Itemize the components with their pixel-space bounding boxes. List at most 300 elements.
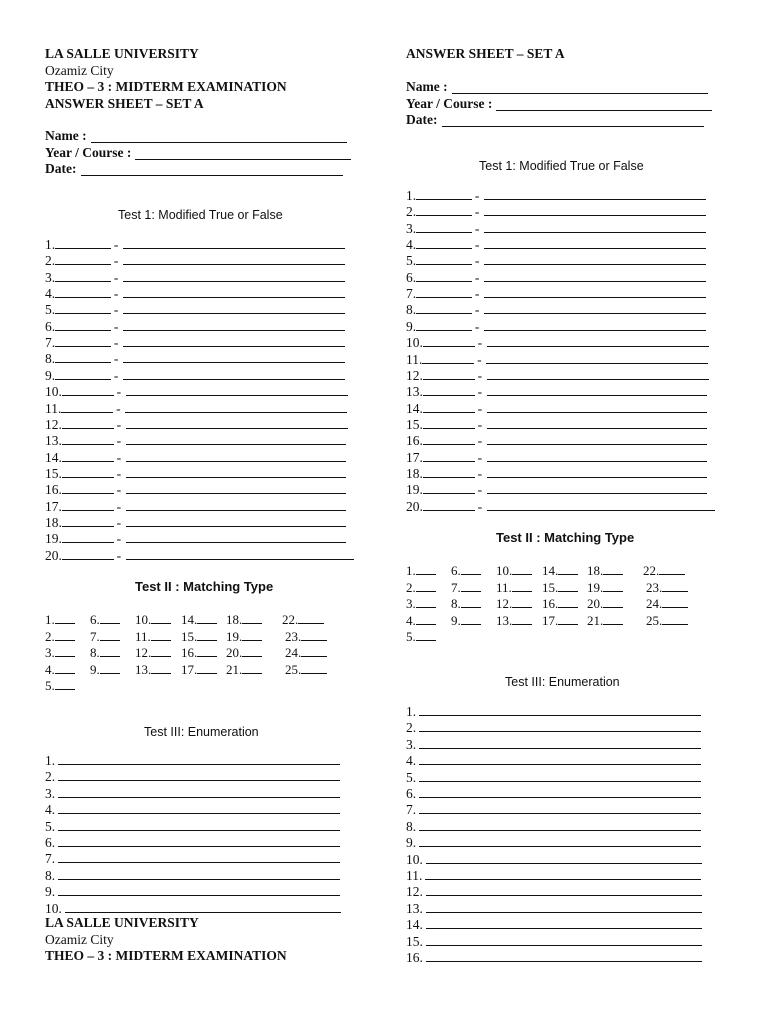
- test1-row: [45, 449, 346, 465]
- matching-blank[interactable]: [461, 563, 481, 575]
- item-number: 14.: [406, 917, 423, 933]
- answer-blank[interactable]: [62, 515, 114, 527]
- separator-dash: -: [113, 302, 119, 318]
- correction-blank[interactable]: [126, 499, 346, 511]
- enumeration-row: [406, 785, 701, 801]
- separator-dash: -: [113, 269, 119, 285]
- enumeration-row: [406, 719, 701, 735]
- separator-dash: -: [477, 335, 483, 351]
- matching-blank[interactable]: [558, 596, 578, 608]
- item-number: 5.: [45, 678, 55, 693]
- matching-item: [135, 662, 171, 678]
- matching-blank[interactable]: [55, 629, 75, 641]
- answer-blank[interactable]: [62, 499, 114, 511]
- matching-blank[interactable]: [55, 645, 75, 657]
- matching-blank[interactable]: [416, 580, 436, 592]
- item-number: 18.: [226, 612, 243, 627]
- item-number: 15.: [406, 933, 423, 949]
- test1-row: [406, 465, 707, 481]
- enumeration-blank[interactable]: [419, 770, 701, 782]
- enumeration-row: [406, 916, 702, 932]
- item-number: 4.: [406, 612, 416, 628]
- answer-blank[interactable]: [62, 450, 114, 462]
- separator-dash: -: [113, 318, 119, 334]
- matching-blank[interactable]: [242, 645, 262, 657]
- answer-blank[interactable]: [55, 368, 111, 380]
- item-number: 3.: [45, 269, 56, 285]
- enumeration-blank[interactable]: [419, 753, 701, 765]
- correction-blank[interactable]: [487, 401, 707, 413]
- correction-blank[interactable]: [487, 417, 707, 429]
- item-number: 1.: [45, 612, 55, 627]
- correction-blank[interactable]: [487, 482, 707, 494]
- sheet-title: ANSWER SHEET – SET A: [406, 46, 565, 61]
- matching-item: [135, 612, 171, 628]
- test1-title: Test 1: Modified True or False: [479, 159, 644, 173]
- matching-blank[interactable]: [197, 662, 217, 674]
- correction-blank[interactable]: [487, 433, 707, 445]
- separator-dash: -: [477, 465, 483, 481]
- answer-blank[interactable]: [423, 433, 475, 445]
- matching-item: [542, 563, 578, 579]
- item-number: 23.: [646, 579, 663, 595]
- item-number: 14.: [542, 563, 559, 578]
- enumeration-blank[interactable]: [419, 802, 701, 814]
- matching-item: [646, 613, 688, 629]
- correction-blank[interactable]: [123, 302, 345, 314]
- date-field[interactable]: [81, 175, 343, 176]
- separator-dash: -: [116, 531, 122, 547]
- matching-blank[interactable]: [558, 580, 578, 592]
- answer-blank[interactable]: [55, 286, 111, 298]
- correction-blank[interactable]: [126, 417, 348, 429]
- matching-blank[interactable]: [662, 613, 688, 625]
- matching-blank[interactable]: [151, 629, 171, 641]
- enumeration-blank[interactable]: [426, 917, 702, 929]
- name-label: Name :: [406, 79, 448, 94]
- answer-blank[interactable]: [416, 188, 472, 200]
- matching-blank[interactable]: [242, 612, 262, 624]
- test3-title: Test III: Enumeration: [144, 725, 259, 739]
- test1-row: [406, 269, 706, 285]
- enumeration-blank[interactable]: [426, 934, 702, 946]
- answer-blank[interactable]: [422, 352, 474, 364]
- correction-blank[interactable]: [123, 270, 345, 282]
- answer-blank[interactable]: [416, 302, 472, 314]
- matching-item: [587, 580, 623, 596]
- enumeration-blank[interactable]: [426, 950, 702, 962]
- answer-blank[interactable]: [416, 221, 472, 233]
- item-number: 15.: [406, 416, 423, 432]
- matching-item: [646, 580, 688, 596]
- correction-blank[interactable]: [484, 237, 706, 249]
- correction-blank[interactable]: [484, 253, 706, 265]
- item-number: 6.: [45, 318, 56, 334]
- enumeration-row: [45, 785, 340, 801]
- matching-blank[interactable]: [659, 563, 685, 575]
- answer-blank[interactable]: [55, 351, 111, 363]
- answer-blank[interactable]: [62, 548, 114, 560]
- item-number: 11.: [406, 868, 423, 883]
- enumeration-blank[interactable]: [419, 835, 701, 847]
- enumeration-blank[interactable]: [58, 835, 340, 847]
- enumeration-blank[interactable]: [419, 819, 701, 831]
- item-number: 20.: [226, 645, 243, 660]
- test1-row: [45, 432, 346, 448]
- answer-blank[interactable]: [55, 319, 111, 331]
- date-field[interactable]: [442, 126, 704, 127]
- correction-blank[interactable]: [484, 319, 706, 331]
- enumeration-blank[interactable]: [65, 901, 341, 913]
- answer-blank[interactable]: [62, 417, 114, 429]
- correction-blank[interactable]: [123, 368, 345, 380]
- item-number: 8.: [90, 645, 100, 660]
- matching-blank[interactable]: [100, 662, 120, 674]
- enumeration-blank[interactable]: [58, 769, 340, 781]
- matching-item: [643, 563, 685, 579]
- answer-blank[interactable]: [62, 531, 114, 543]
- item-number: 19.: [587, 579, 604, 595]
- matching-blank[interactable]: [603, 580, 623, 592]
- enumeration-blank[interactable]: [419, 737, 701, 749]
- enumeration-row: [406, 769, 701, 785]
- matching-blank[interactable]: [558, 563, 578, 575]
- matching-blank[interactable]: [512, 596, 532, 608]
- item-number: 8.: [406, 302, 417, 318]
- matching-blank[interactable]: [603, 613, 623, 625]
- answer-blank[interactable]: [423, 384, 475, 396]
- item-number: 10.: [496, 563, 513, 578]
- item-number: 14.: [181, 612, 198, 627]
- matching-blank[interactable]: [301, 645, 327, 657]
- test1-row: [45, 416, 348, 432]
- answer-blank[interactable]: [416, 204, 472, 216]
- year-course-label: Year / Course :: [45, 145, 132, 160]
- year-course-label: Year / Course :: [406, 96, 493, 111]
- matching-blank[interactable]: [512, 580, 532, 592]
- item-number: 12.: [406, 884, 423, 900]
- separator-dash: -: [116, 482, 122, 498]
- separator-dash: -: [474, 318, 480, 334]
- name-field[interactable]: [91, 142, 347, 143]
- enumeration-blank[interactable]: [58, 868, 340, 880]
- answer-blank[interactable]: [423, 450, 475, 462]
- enumeration-blank[interactable]: [426, 884, 702, 896]
- matching-item: [542, 596, 578, 612]
- matching-blank[interactable]: [301, 629, 327, 641]
- matching-item: [451, 596, 481, 612]
- answer-blank[interactable]: [55, 302, 111, 314]
- enumeration-row: [406, 703, 701, 719]
- enumeration-blank[interactable]: [58, 753, 340, 765]
- item-number: 20.: [587, 596, 604, 611]
- answer-blank[interactable]: [423, 368, 475, 380]
- item-number: 13.: [496, 612, 513, 628]
- correction-blank[interactable]: [487, 335, 709, 347]
- correction-blank[interactable]: [123, 286, 345, 298]
- item-number: 25.: [646, 612, 663, 628]
- sheet-title: ANSWER SHEET – SET A: [45, 96, 204, 111]
- test1-row: [45, 514, 346, 530]
- matching-blank[interactable]: [55, 662, 75, 674]
- correction-blank[interactable]: [126, 433, 346, 445]
- separator-dash: -: [116, 449, 122, 465]
- test1-row: [406, 285, 706, 301]
- year-course-field[interactable]: [496, 110, 712, 111]
- test1-row: [45, 269, 345, 285]
- item-number: 16.: [406, 433, 423, 449]
- answer-blank[interactable]: [55, 335, 111, 347]
- item-number: 14.: [406, 400, 423, 416]
- matching-blank[interactable]: [416, 629, 436, 641]
- matching-blank[interactable]: [100, 645, 120, 657]
- enumeration-row: [45, 801, 340, 817]
- answer-blank[interactable]: [423, 499, 475, 511]
- name-field[interactable]: [452, 93, 708, 94]
- correction-blank[interactable]: [487, 466, 707, 478]
- test1-row: [406, 318, 706, 334]
- matching-item: [285, 645, 327, 661]
- enumeration-blank[interactable]: [419, 704, 701, 716]
- test1-row: [406, 301, 706, 317]
- answer-blank[interactable]: [423, 466, 475, 478]
- item-number: 5.: [406, 769, 417, 785]
- correction-blank[interactable]: [484, 270, 706, 282]
- matching-blank[interactable]: [55, 612, 75, 624]
- item-number: 13.: [45, 433, 62, 449]
- item-number: 4.: [45, 661, 55, 677]
- test1-row: [406, 449, 707, 465]
- matching-item: [181, 662, 217, 678]
- correction-blank[interactable]: [484, 302, 706, 314]
- enumeration-row: [45, 834, 340, 850]
- item-number: 15.: [45, 465, 62, 481]
- matching-blank[interactable]: [603, 596, 623, 608]
- item-number: 5.: [406, 629, 416, 644]
- item-number: 7.: [45, 335, 56, 351]
- matching-blank[interactable]: [197, 645, 217, 657]
- answer-blank[interactable]: [61, 401, 113, 413]
- matching-item: [496, 580, 532, 596]
- item-number: 10.: [406, 851, 423, 867]
- item-number: 24.: [646, 596, 663, 611]
- answer-blank[interactable]: [423, 401, 475, 413]
- matching-item: [90, 629, 120, 645]
- matching-item: [226, 645, 262, 661]
- answer-blank[interactable]: [62, 466, 114, 478]
- item-number: 20.: [406, 498, 423, 514]
- matching-blank[interactable]: [298, 612, 324, 624]
- matching-blank[interactable]: [100, 612, 120, 624]
- test1-row: [45, 481, 346, 497]
- test1-row: [45, 383, 348, 399]
- item-number: 7.: [45, 851, 56, 867]
- separator-dash: -: [474, 237, 480, 253]
- separator-dash: -: [477, 400, 483, 416]
- correction-blank[interactable]: [484, 188, 706, 200]
- matching-item: [90, 662, 120, 678]
- correction-blank[interactable]: [484, 204, 706, 216]
- item-number: 11.: [45, 400, 62, 416]
- correction-blank[interactable]: [487, 368, 709, 380]
- item-number: 11.: [496, 579, 512, 595]
- matching-blank[interactable]: [100, 629, 120, 641]
- answer-blank[interactable]: [62, 482, 114, 494]
- correction-blank[interactable]: [126, 450, 346, 462]
- test1-row: [406, 203, 706, 219]
- item-number: 19.: [45, 531, 62, 547]
- answer-blank[interactable]: [416, 270, 472, 282]
- correction-blank[interactable]: [126, 482, 346, 494]
- enumeration-blank[interactable]: [419, 786, 701, 798]
- item-number: 8.: [45, 867, 56, 883]
- answer-blank[interactable]: [416, 286, 472, 298]
- matching-blank[interactable]: [242, 662, 262, 674]
- enumeration-row: [406, 933, 702, 949]
- answer-blank[interactable]: [416, 237, 472, 249]
- enumeration-blank[interactable]: [419, 720, 701, 732]
- item-number: 16.: [45, 482, 62, 498]
- matching-blank[interactable]: [558, 613, 578, 625]
- enumeration-blank[interactable]: [58, 884, 340, 896]
- enumeration-row: [45, 850, 340, 866]
- answer-blank[interactable]: [55, 253, 111, 265]
- answer-blank[interactable]: [416, 319, 472, 331]
- answer-blank[interactable]: [55, 270, 111, 282]
- item-number: 3.: [406, 220, 417, 236]
- matching-item: [646, 596, 688, 612]
- separator-dash: -: [116, 547, 122, 563]
- test1-row: [406, 383, 707, 399]
- matching-item: [45, 678, 75, 694]
- answer-blank[interactable]: [55, 237, 111, 249]
- item-number: 6.: [406, 786, 417, 801]
- enumeration-blank[interactable]: [58, 851, 340, 863]
- correction-blank[interactable]: [126, 384, 348, 396]
- matching-item: [496, 563, 532, 579]
- matching-item: [406, 613, 436, 629]
- answer-blank[interactable]: [423, 335, 475, 347]
- item-number: 9.: [406, 835, 417, 851]
- item-number: 2.: [406, 720, 417, 736]
- item-number: 1.: [406, 188, 417, 203]
- matching-item: [496, 596, 532, 612]
- enumeration-blank[interactable]: [425, 868, 701, 880]
- matching-item: [181, 629, 217, 645]
- item-number: 5.: [45, 818, 56, 834]
- matching-item: [587, 596, 623, 612]
- matching-blank[interactable]: [416, 613, 436, 625]
- correction-blank[interactable]: [123, 237, 345, 249]
- item-number: 15.: [542, 579, 559, 595]
- item-number: 1.: [45, 753, 56, 768]
- matching-blank[interactable]: [461, 580, 481, 592]
- item-number: 7.: [90, 628, 100, 644]
- answer-blank[interactable]: [423, 417, 475, 429]
- answer-blank[interactable]: [423, 482, 475, 494]
- correction-blank[interactable]: [486, 352, 708, 364]
- separator-dash: -: [116, 498, 122, 514]
- matching-blank[interactable]: [416, 563, 436, 575]
- correction-blank[interactable]: [487, 384, 707, 396]
- item-number: 22.: [643, 563, 660, 578]
- matching-blank[interactable]: [416, 596, 436, 608]
- item-number: 16.: [181, 645, 198, 660]
- enumeration-blank[interactable]: [426, 901, 702, 913]
- correction-blank[interactable]: [125, 401, 347, 413]
- correction-blank[interactable]: [123, 253, 345, 265]
- matching-item: [45, 645, 75, 661]
- separator-dash: -: [477, 498, 483, 514]
- separator-dash: -: [474, 188, 480, 203]
- item-number: 7.: [406, 286, 417, 302]
- item-number: 8.: [451, 596, 461, 611]
- matching-blank[interactable]: [662, 596, 688, 608]
- correction-blank[interactable]: [484, 221, 706, 233]
- correction-blank[interactable]: [123, 335, 345, 347]
- matching-item: [181, 645, 217, 661]
- item-number: 17.: [542, 612, 559, 628]
- answer-blank[interactable]: [62, 384, 114, 396]
- correction-blank[interactable]: [126, 548, 354, 560]
- enumeration-blank[interactable]: [58, 786, 340, 798]
- matching-blank[interactable]: [512, 563, 532, 575]
- enumeration-blank[interactable]: [426, 852, 702, 864]
- correction-blank[interactable]: [487, 499, 715, 511]
- separator-dash: -: [477, 433, 483, 449]
- test1-row: [45, 285, 345, 301]
- matching-blank[interactable]: [662, 580, 688, 592]
- item-number: 9.: [45, 367, 56, 383]
- answer-blank[interactable]: [416, 253, 472, 265]
- matching-blank[interactable]: [461, 613, 481, 625]
- correction-blank[interactable]: [126, 515, 346, 527]
- correction-blank[interactable]: [123, 351, 345, 363]
- enumeration-row: [45, 867, 340, 883]
- matching-blank[interactable]: [151, 645, 171, 657]
- item-number: 9.: [406, 318, 417, 334]
- item-number: 19.: [226, 628, 243, 644]
- item-number: 16.: [542, 596, 559, 611]
- correction-blank[interactable]: [487, 450, 707, 462]
- matching-blank[interactable]: [301, 662, 327, 674]
- matching-blank[interactable]: [151, 612, 171, 624]
- correction-blank[interactable]: [123, 319, 345, 331]
- matching-blank[interactable]: [461, 596, 481, 608]
- correction-blank[interactable]: [126, 466, 346, 478]
- matching-blank[interactable]: [603, 563, 623, 575]
- enumeration-blank[interactable]: [58, 802, 340, 814]
- matching-blank[interactable]: [197, 629, 217, 641]
- correction-blank[interactable]: [484, 286, 706, 298]
- year-course-field[interactable]: [135, 159, 351, 160]
- test1-row: [45, 236, 345, 252]
- correction-blank[interactable]: [126, 531, 346, 543]
- matching-blank[interactable]: [512, 613, 532, 625]
- item-number: 12.: [496, 596, 513, 611]
- item-number: 9.: [90, 661, 100, 677]
- matching-blank[interactable]: [242, 629, 262, 641]
- matching-blank[interactable]: [151, 662, 171, 674]
- matching-blank[interactable]: [197, 612, 217, 624]
- matching-blank[interactable]: [55, 678, 75, 690]
- matching-item: [406, 629, 436, 645]
- answer-blank[interactable]: [62, 433, 114, 445]
- separator-dash: -: [116, 384, 122, 400]
- test1-row: [406, 367, 709, 383]
- enumeration-blank[interactable]: [58, 819, 340, 831]
- separator-dash: -: [113, 367, 119, 383]
